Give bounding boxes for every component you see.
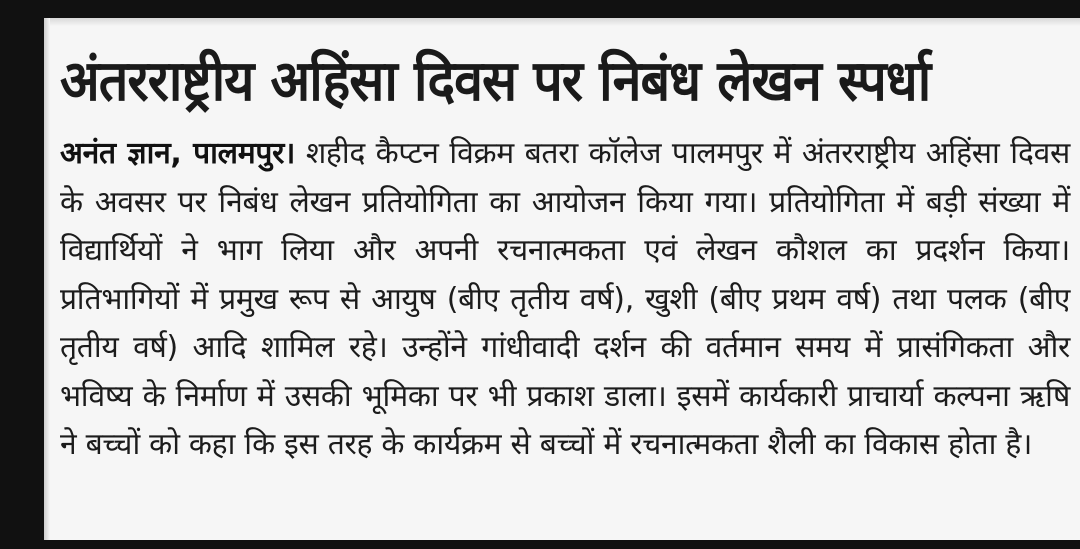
clipping-top-edge bbox=[44, 18, 1080, 26]
photo-bottom-border bbox=[0, 540, 1080, 549]
article-dateline: अनंत ज्ञान, पालमपुर। bbox=[60, 136, 296, 171]
clipping-left-edge bbox=[44, 18, 50, 540]
article-headline: अंतरराष्ट्रीय अहिंसा दिवस पर निबंध लेखन स्पर्धा bbox=[60, 49, 931, 115]
article-body bbox=[60, 130, 1070, 470]
article-body-text: शहीद कैप्टन विक्रम बतरा कॉलेज पालमपुर में अंतरराष्ट्रीय अहिंसा दिवस के अवसर पर निबंध लेखन प्रतियोगिता का आयोजन किया गया। प्रतियोगिता में बड़ी संख्या में विद्यार्थियों ने भाग लिया और अपनी रचनात्मकता एवं लेखन कौशल का प्रदर्शन किया। प्रतिभागियों में प्रमुख रूप से आयुष (बीए तृतीय वर्ष), खुशी (बीए प्रथम वर्ष) तथा पलक (बीए तृतीय वर्ष) आदि शामिल रहे। उन्होंने गांधीवादी दर्शन की वर्तमान समय में प्रासंगिकता और भविष्य के निर्माण में उसकी भूमिका पर भी प्रकाश डाला। इसमें कार्यकारी प्राचार्या कल्पना ऋषि ने बच्चों को कहा कि इस तरह के कार्यक्रम से बच्चों में रचनात्मकता शैली का विकास होता है। bbox=[60, 136, 1070, 462]
newspaper-clipping bbox=[44, 18, 1080, 540]
